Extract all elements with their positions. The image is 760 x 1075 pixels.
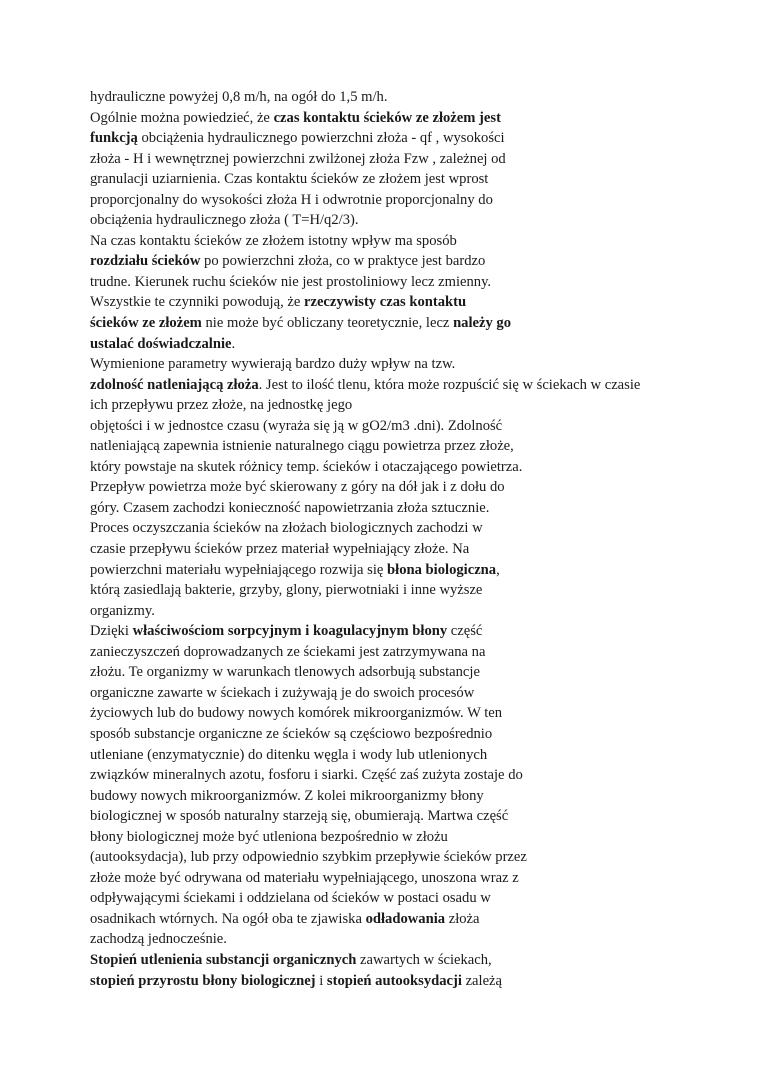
- bold-text-span: błona biologiczna: [387, 561, 497, 578]
- text-span: sposób substancje organiczne ze ścieków są częściowo bezpośrednio: [90, 725, 493, 742]
- text-line: [90, 210, 690, 231]
- text-span: złoża - H i wewnętrznej powierzchni zwilżonej złoża Fzw , zależnej od: [90, 150, 506, 167]
- text-line: [90, 149, 690, 170]
- text-span: natleniającą zapewnia istnienie naturalnego ciągu powietrza przez złoże,: [90, 438, 514, 455]
- text-span: góry. Czasem zachodzi konieczność napowietrzania złoża sztucznie.: [90, 499, 490, 516]
- text-span: czasie przepływu ścieków przez materiał wypełniający złoże. Na: [90, 541, 470, 558]
- text-line: [90, 683, 690, 704]
- text-span: życiowych lub do budowy nowych komórek mikroorganizmów. W ten: [90, 705, 503, 722]
- text-span: granulacji uziarnienia. Czas kontaktu ścieków ze złożem jest wprost: [90, 171, 489, 188]
- text-span: budowy nowych mikroorganizmów. Z kolei mikroorganizmy błony: [90, 787, 484, 804]
- text-span: po powierzchni złoża, co w praktyce jest bardzo: [200, 253, 486, 270]
- text-span: Proces oczyszczania ścieków na złożach biologicznych zachodzi w: [90, 520, 483, 537]
- text-span: Wszystkie te czynniki powodują, że: [90, 294, 304, 311]
- text-line: [90, 395, 690, 416]
- text-span: Dzięki: [90, 623, 133, 640]
- text-line: [90, 457, 690, 478]
- text-span: ,: [496, 561, 500, 578]
- text-line: [90, 601, 690, 622]
- text-span: osadnikach wtórnych. Na ogół oba te zjawiska: [90, 910, 366, 927]
- text-line: [90, 888, 690, 909]
- text-span: związków mineralnych azotu, fosforu i siarki. Część zaś zużyta zostaje do: [90, 767, 523, 784]
- text-span: Przepływ powietrza może być skierowany z góry na dół jak i z dołu do: [90, 479, 505, 496]
- text-span: część: [447, 623, 483, 640]
- text-line: [90, 108, 690, 129]
- bold-text-span: czas kontaktu ścieków ze złożem jest: [273, 109, 501, 126]
- text-span: Na czas kontaktu ścieków ze złożem istotny wpływ ma sposób: [90, 232, 457, 249]
- text-span: zależą: [461, 972, 503, 989]
- text-line: [90, 169, 690, 190]
- text-line: [90, 909, 690, 930]
- text-line: [90, 642, 690, 663]
- bold-text-span: stopień przyrostu błony biologicznej: [90, 972, 316, 989]
- text-line: [90, 724, 690, 745]
- text-span: organiczne zawarte w ściekach i zużywają je do swoich procesów: [90, 684, 475, 701]
- text-span: zawartych w ściekach,: [356, 951, 492, 968]
- text-line: [90, 498, 690, 519]
- text-span: złoża: [445, 910, 480, 927]
- text-span: hydrauliczne powyżej 0,8 m/h, na ogół do 1,5 m/h.: [90, 89, 388, 105]
- bold-text-span: zdolność natleniającą złoża: [90, 376, 259, 393]
- text-line: [90, 190, 690, 211]
- bold-text-span: funkcją: [90, 130, 138, 147]
- text-line: [90, 786, 690, 807]
- text-line: [90, 950, 690, 971]
- bold-text-span: właściwościom sorpcyjnym i koagulacyjnym błony: [132, 623, 448, 640]
- text-line: [90, 477, 690, 498]
- text-span: proporcjonalny do wysokości złoża H i odwrotnie proporcjonalny do: [90, 191, 493, 208]
- text-span: . Jest to ilość tlenu, która może rozpuścić się w ściekach w czasie: [258, 376, 641, 393]
- bold-text-span: rozdziału ścieków: [90, 253, 201, 270]
- text-span: biologicznej w sposób naturalny starzeją się, obumierają. Martwa część: [90, 808, 509, 825]
- text-line: [90, 313, 690, 334]
- text-span: (autooksydacja), lub przy odpowiednio szybkim przepływie ścieków przez: [90, 849, 527, 866]
- text-span: .: [231, 335, 236, 352]
- bold-text-span: należy go: [453, 315, 512, 332]
- text-line: [90, 375, 690, 396]
- text-line: [90, 662, 690, 683]
- text-span: odpływającymi ściekami i oddzielana od ścieków w postaci osadu w: [90, 890, 491, 907]
- bold-text-span: odładowania: [365, 910, 446, 927]
- bold-text-span: stopień autooksydacji: [326, 972, 462, 989]
- text-line: [90, 847, 690, 868]
- bold-text-span: rzeczywisty czas kontaktu: [303, 294, 467, 311]
- text-line: [90, 416, 690, 437]
- text-line: [90, 765, 690, 786]
- text-span: Ogólnie można powiedzieć, że: [90, 109, 274, 126]
- bold-text-span: Stopień utlenienia substancji organicznych: [90, 951, 357, 968]
- text-line: [90, 231, 690, 252]
- text-line: [90, 621, 690, 642]
- text-line: [90, 539, 690, 560]
- text-span: zanieczyszczeń doprowadzanych ze ściekami jest zatrzymywana na: [90, 643, 486, 660]
- text-span: złożu. Te organizmy w warunkach tlenowych adsorbują substancje: [90, 664, 480, 681]
- text-span: nie może być obliczany teoretycznie, lecz: [201, 315, 454, 332]
- text-line: [90, 518, 690, 539]
- text-span: którą zasiedlają bakterie, grzyby, glony, pierwotniaki i inne wyższe: [90, 582, 483, 599]
- text-span: który powstaje na skutek różnicy temp. ścieków i otaczającego powietrza.: [90, 458, 523, 475]
- text-span: zachodzą jednocześnie.: [90, 931, 227, 948]
- text-span: i: [315, 972, 327, 989]
- text-line: [90, 580, 690, 601]
- text-line: [90, 827, 690, 848]
- text-span: utleniane (enzymatycznie) do ditenku węgla i wody lub utlenionych: [90, 746, 488, 763]
- body-text: [90, 87, 690, 991]
- text-span: złoże może być odrywana od materiału wypełniającego, unoszona wraz z: [90, 869, 519, 886]
- text-span: trudne. Kierunek ruchu ścieków nie jest prostoliniowy lecz zmienny.: [90, 273, 492, 290]
- text-span: błony biologicznej może być utleniona bezpośrednio w złożu: [90, 828, 448, 845]
- text-line: [90, 292, 690, 313]
- text-line: [90, 334, 690, 355]
- text-line: [90, 128, 690, 149]
- text-line: [90, 929, 690, 950]
- bold-text-span: ustalać doświadczalnie: [90, 335, 232, 352]
- text-line: [90, 87, 690, 108]
- text-span: obciążenia hydraulicznego powierzchni złoża - qf , wysokości: [137, 130, 505, 147]
- text-span: objętości i w jednostce czasu (wyraża się ją w gO2/m3 .dni). Zdolność: [90, 417, 503, 434]
- bold-text-span: ścieków ze złożem: [90, 315, 202, 332]
- text-span: Wymienione parametry wywierają bardzo duży wpływ na tzw.: [90, 356, 456, 373]
- text-line: [90, 354, 690, 375]
- text-line: [90, 251, 690, 272]
- text-line: [90, 806, 690, 827]
- text-line: [90, 745, 690, 766]
- text-line: [90, 272, 690, 293]
- text-span: organizmy.: [90, 602, 155, 619]
- text-line: [90, 703, 690, 724]
- text-line: [90, 436, 690, 457]
- text-span: ich przepływu przez złoże, na jednostkę jego: [90, 397, 353, 414]
- text-line: [90, 971, 690, 992]
- text-span: powierzchni materiału wypełniającego rozwija się: [90, 561, 388, 578]
- text-line: [90, 560, 690, 581]
- text-span: obciążenia hydraulicznego złoża ( T=H/q2/3).: [90, 212, 359, 229]
- text-line: [90, 868, 690, 889]
